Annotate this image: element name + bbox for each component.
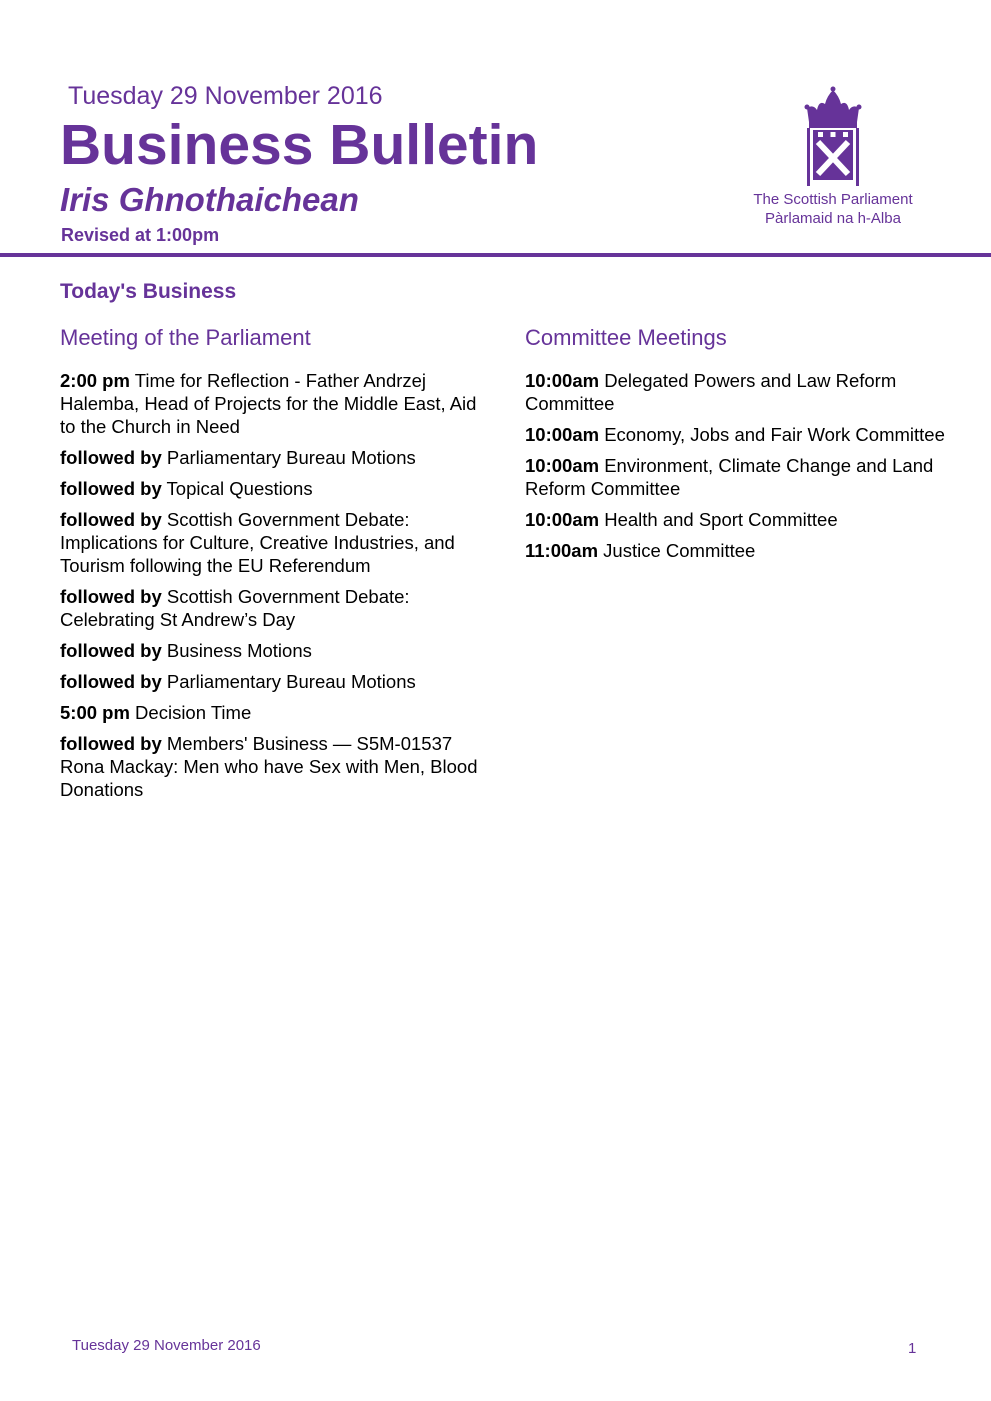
list-item: 10:00am Health and Sport Committee — [525, 509, 838, 530]
page-title: Business Bulletin — [60, 113, 539, 177]
logo-line-gaelic: Pàrlamaid na h-Alba — [765, 210, 901, 227]
list-item: followed by Business Motions — [60, 640, 312, 661]
list-item: 10:00am Economy, Jobs and Fair Work Committee — [525, 424, 945, 445]
revised-time: Revised at 1:00pm — [61, 225, 220, 245]
meeting-heading: Meeting of the Parliament — [60, 325, 311, 350]
scottish-parliament-crest-icon — [801, 86, 865, 186]
list-item: followed by Topical Questions — [60, 478, 313, 499]
committee-column — [525, 325, 945, 570]
list-item: followed by Members' Business — S5M-01537 Rona Mackay: Men who have Sex with Men, Blood Donations — [60, 733, 478, 800]
parliament-logo — [738, 86, 928, 228]
header-date: Tuesday 29 November 2016 — [68, 82, 383, 110]
page-subtitle: Iris Ghnothaichean — [60, 181, 359, 218]
list-item: followed by Parliamentary Bureau Motions — [60, 671, 416, 692]
list-item: followed by Parliamentary Bureau Motions — [60, 447, 416, 468]
list-item: followed by Scottish Government Debate: Implications for Culture, Creative Industries, and Tourism following the EU Referendum — [60, 509, 455, 576]
logo-line-english: The Scottish Parliament — [753, 191, 913, 208]
committee-heading: Committee Meetings — [525, 325, 727, 350]
footer-date: Tuesday 29 November 2016 — [72, 1337, 261, 1354]
header-rule — [0, 253, 991, 257]
list-item: 5:00 pm Decision Time — [60, 702, 252, 723]
list-item: followed by Scottish Government Debate: Celebrating St Andrew’s Day — [60, 586, 410, 630]
meeting-column — [60, 325, 480, 809]
list-item: 2:00 pm Time for Reflection - Father Andrzej Halemba, Head of Projects for the Middle East, Aid to the Church in Need — [60, 370, 477, 437]
section-title: Today's Business — [60, 280, 237, 303]
list-item: 11:00am Justice Committee — [525, 540, 756, 561]
list-item: 10:00am Environment, Climate Change and Land Reform Committee — [525, 455, 934, 499]
page-number: 1 — [908, 1340, 917, 1357]
list-item: 10:00am Delegated Powers and Law Reform Committee — [525, 370, 897, 414]
